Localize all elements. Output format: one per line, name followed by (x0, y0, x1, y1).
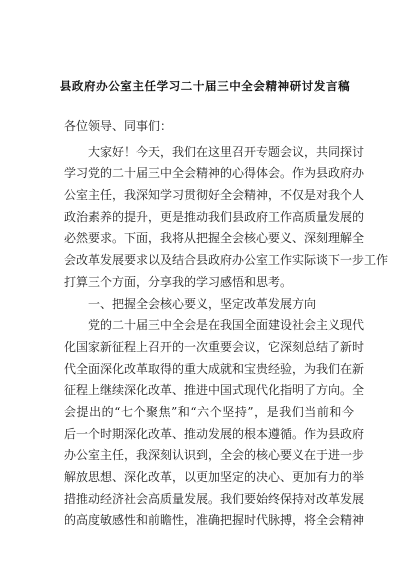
text-line: 会提出的“七个聚焦”和“六个坚持”，是我们当前和今 (64, 404, 354, 419)
paragraph-lines (64, 142, 389, 532)
text-line: 征程上继续深化改革、推进中国式现代化指明了方向。全 (64, 383, 365, 398)
text-line: 政治素养的提升，更是推动我们县政府工作高质量发展的 (64, 209, 365, 224)
text-line: 打算三个方面，分享我的学习感悟和思考。 (64, 274, 293, 289)
text-line: 措推动经济社会高质量发展。我们要始终保持对改革发展 (64, 491, 365, 506)
text-line: 的高度敏感性和前瞻性，准确把握时代脉搏，将全会精神 (64, 513, 365, 528)
text-line: 必然要求。下面，我将从把握全会核心要义、深刻理解全 (64, 231, 365, 246)
text-line: 代全面深化改革取得的重大成就和宝贵经验，为我们在新 (64, 361, 365, 376)
text-line: 公室主任，我深知学习贯彻好全会精神，不仅是对我个人 (64, 188, 365, 203)
text-line: 化国家新征程上召开的一次重要会议，它深刻总结了新时 (64, 339, 365, 354)
document-title: 县政府办公室主任学习二十届三中全会精神研讨发言稿 (59, 79, 351, 93)
text-line: 后一个时期深化改革、推动发展的根本遵循。作为县政府 (64, 426, 365, 441)
text-line: 党的二十届三中全会是在我国全面建设社会主义现代 (88, 318, 365, 333)
document-body (64, 116, 389, 532)
text-line: 会改革发展要求以及结合县政府办公室工作实际谈下一步工作 (64, 253, 389, 268)
text-line: 解放思想、深化改革，以更加坚定的决心、更加有力的举 (64, 470, 365, 484)
text-line: 一、把握全会核心要义，坚定改革发展方向 (88, 296, 317, 311)
salutation: 各位领导、同事们： (64, 119, 173, 133)
text-line: 学习党的二十届三中全会精神的心得体会。作为县政府办 (64, 166, 365, 181)
text-line: 大家好！今天，我们在这里召开专题会议，共同探讨 (88, 144, 365, 159)
text-line: 办公室主任，我深刻认识到，全会的核心要义在于进一步 (64, 448, 365, 463)
